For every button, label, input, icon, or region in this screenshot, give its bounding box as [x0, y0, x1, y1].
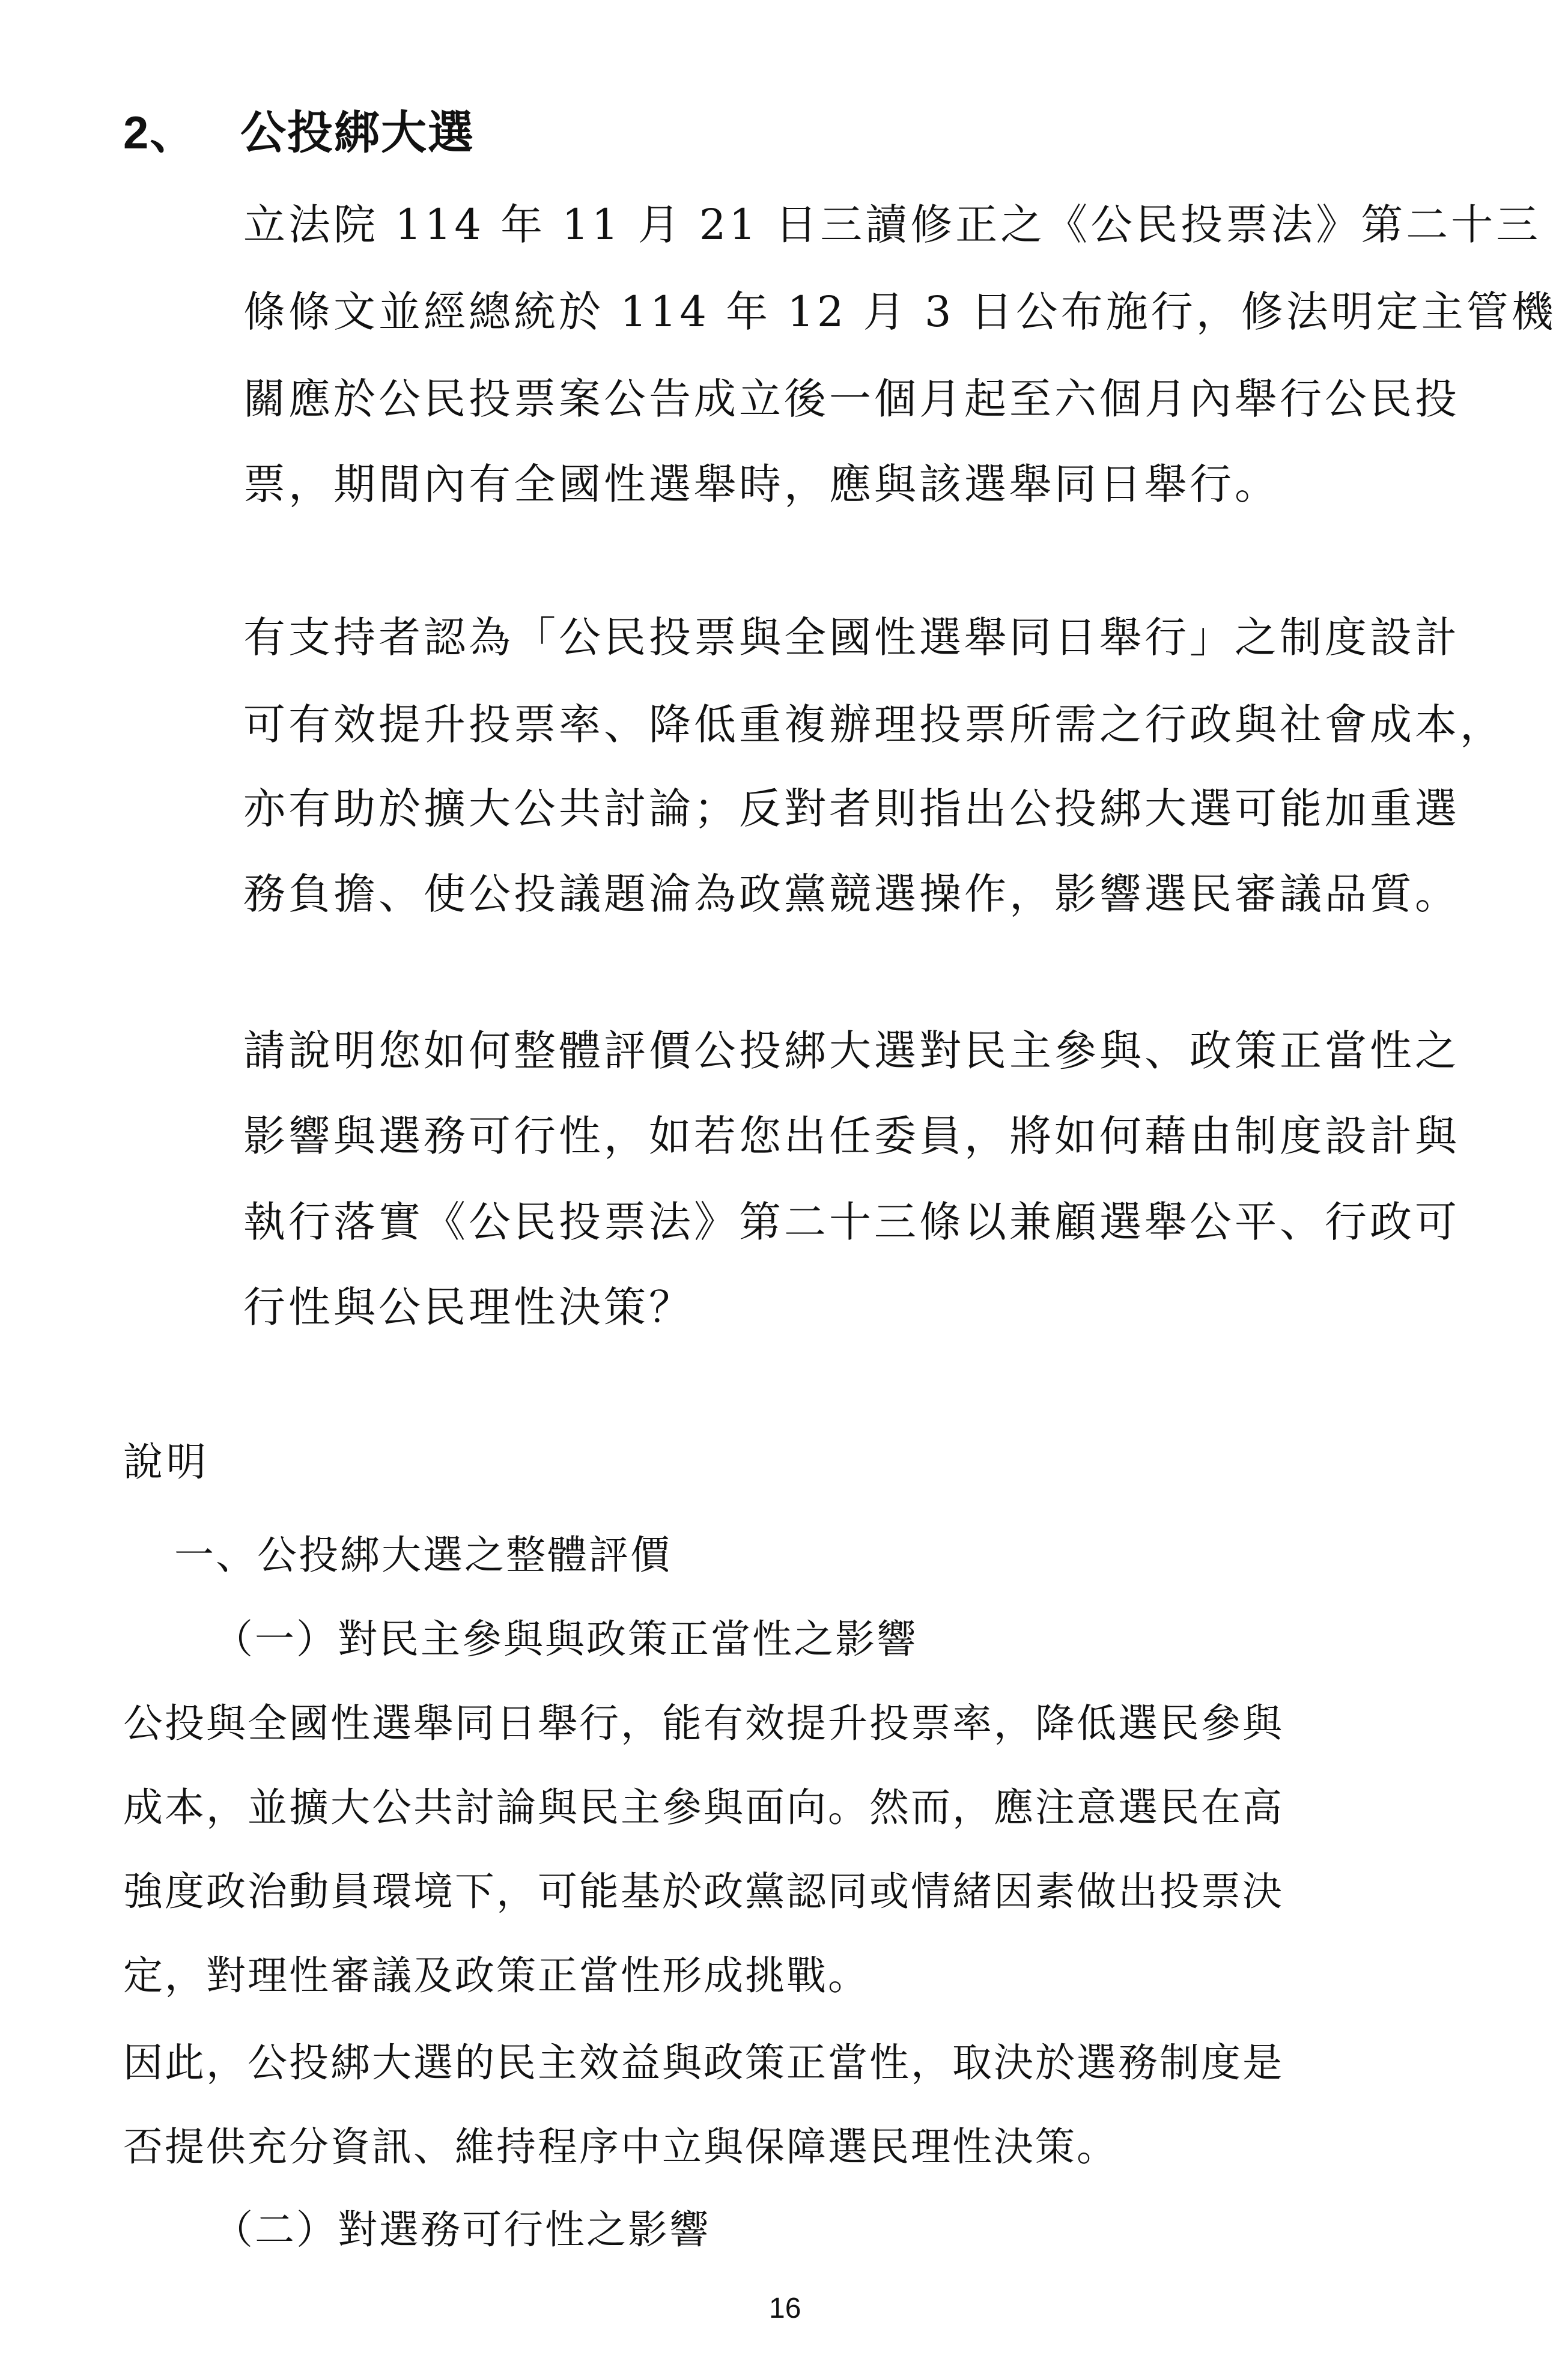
explanation-line: 強度政治動員環境下，可能基於政黨認同或情緒因素做出投票決	[123, 1868, 1284, 1915]
question-line: 條條文並經總統於 114 年 12 月 3 日公布施行，修法明定主管機	[243, 287, 1557, 336]
question-heading	[123, 96, 475, 162]
explanation-line: 定，對理性審議及政策正當性形成挑戰。	[123, 1952, 869, 1999]
subsection-heading: （二）對選務可行性之影響	[213, 2207, 711, 2253]
subsection-heading: （一）對民主參與與政策正當性之影響	[213, 1616, 918, 1662]
question-line: 關應於公民投票案公告成立後一個月起至六個月內舉行公民投	[243, 374, 1460, 424]
section-heading: 一、公投綁大選之整體評價	[174, 1532, 672, 1578]
explanation-label: 說明	[123, 1439, 210, 1485]
question-line: 立法院 114 年 11 月 21 日三讀修正之《公民投票法》第二十三	[243, 200, 1542, 249]
question-number: 2、	[123, 108, 197, 159]
explanation-line: 否提供充分資訊、維持程序中立與保障選民理性決策。	[123, 2124, 1118, 2170]
question-line: 可有效提升投票率、降低重複辦理投票所需之行政與社會成本，	[243, 700, 1505, 749]
question-line: 行性與公民理性決策？	[243, 1283, 694, 1332]
explanation-line: 因此，公投綁大選的民主效益與政策正當性，取決於選務制度是	[123, 2040, 1284, 2086]
question-line: 票，期間內有全國性選舉時，應與該選舉同日舉行。	[243, 460, 1280, 509]
question-title: 公投綁大選	[240, 106, 475, 159]
page-number: 16	[769, 2293, 801, 2324]
question-line: 有支持者認為「公民投票與全國性選舉同日舉行」之制度設計	[243, 613, 1460, 662]
explanation-line: 成本，並擴大公共討論與民主參與面向。然而，應注意選民在高	[123, 1784, 1284, 1831]
question-line: 務負擔、使公投議題淪為政黨競選操作，影響選民審議品質。	[243, 869, 1460, 919]
question-line: 影響與選務可行性，如若您出任委員，將如何藉由制度設計與	[243, 1111, 1460, 1161]
question-line: 執行落實《公民投票法》第二十三條以兼顧選舉公平、行政可	[243, 1197, 1460, 1247]
question-line: 亦有助於擴大公共討論；反對者則指出公投綁大選可能加重選	[243, 784, 1460, 833]
explanation-line: 公投與全國性選舉同日舉行，能有效提升投票率，降低選民參與	[123, 1700, 1284, 1746]
question-line: 請說明您如何整體評價公投綁大選對民主參與、政策正當性之	[243, 1026, 1460, 1075]
